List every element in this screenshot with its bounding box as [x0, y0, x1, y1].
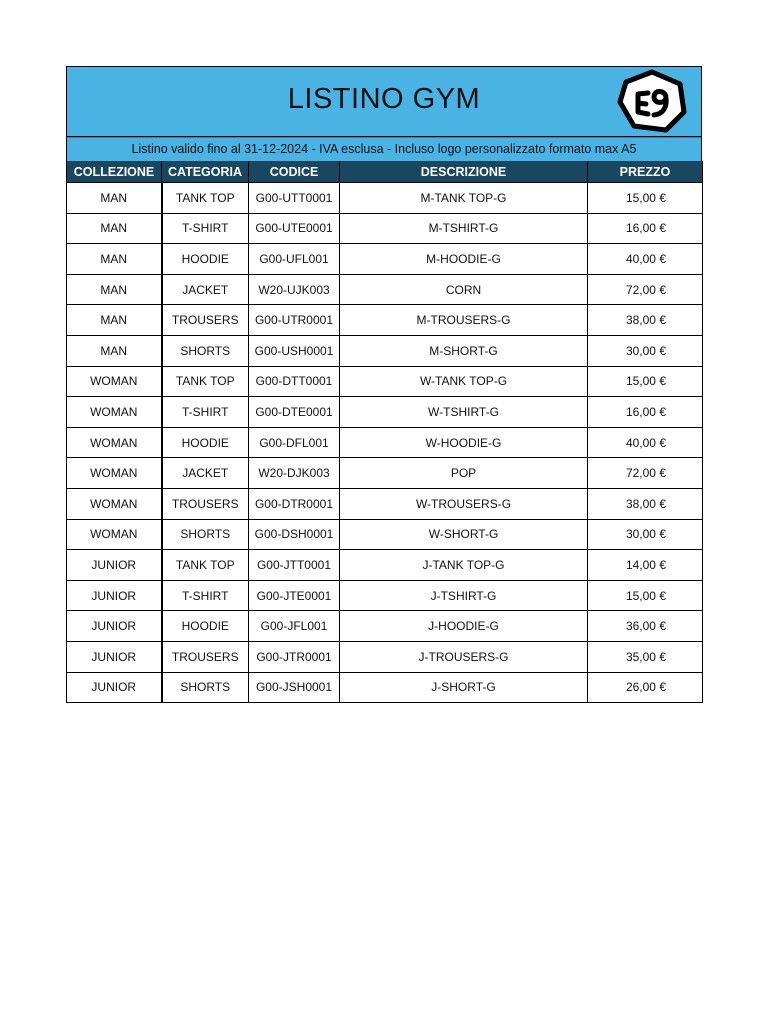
codice-cell: G00-JFL001 — [249, 611, 340, 642]
categoria-cell: HOODIE — [162, 427, 249, 458]
prezzo-cell: 30,00 € — [588, 335, 703, 366]
prezzo-cell: 16,00 € — [588, 213, 703, 244]
collezione-cell: JUNIOR — [67, 672, 162, 703]
categoria-cell: TROUSERS — [162, 641, 249, 672]
descrizione-cell: W-SHORT-G — [340, 519, 588, 550]
categoria-cell: TANK TOP — [162, 550, 249, 581]
table-row — [67, 335, 703, 366]
categoria-cell: T-SHIRT — [162, 397, 249, 428]
categoria-cell: TROUSERS — [162, 488, 249, 519]
descrizione-cell: POP — [340, 458, 588, 489]
codice-cell: G00-JSH0001 — [249, 672, 340, 703]
prezzo-cell: 35,00 € — [588, 641, 703, 672]
prezzo-cell: 40,00 € — [588, 244, 703, 275]
codice-cell: G00-DTT0001 — [249, 366, 340, 397]
codice-cell: W20-UJK003 — [249, 274, 340, 305]
codice-cell: W20-DJK003 — [249, 458, 340, 489]
collezione-cell: MAN — [67, 305, 162, 336]
prezzo-cell: 36,00 € — [588, 611, 703, 642]
column-header-collezione: COLLEZIONE — [67, 161, 162, 183]
collezione-cell: JUNIOR — [67, 550, 162, 581]
title-banner — [66, 66, 702, 137]
descrizione-cell: CORN — [340, 274, 588, 305]
prezzo-cell: 14,00 € — [588, 550, 703, 581]
categoria-cell: SHORTS — [162, 672, 249, 703]
collezione-cell: WOMAN — [67, 458, 162, 489]
descrizione-cell: W-HOODIE-G — [340, 427, 588, 458]
column-header-prezzo: PREZZO — [588, 161, 703, 183]
descrizione-cell: M-TANK TOP-G — [340, 183, 588, 214]
table-row — [67, 366, 703, 397]
categoria-cell: JACKET — [162, 274, 249, 305]
table-row — [67, 274, 703, 305]
table-row — [67, 641, 703, 672]
column-header-categoria: CATEGORIA — [162, 161, 249, 183]
column-header-codice: CODICE — [249, 161, 340, 183]
descrizione-cell: M-SHORT-G — [340, 335, 588, 366]
prezzo-cell: 15,00 € — [588, 183, 703, 214]
codice-cell: G00-JTR0001 — [249, 641, 340, 672]
table-row — [67, 213, 703, 244]
table-row — [67, 488, 703, 519]
table-row — [67, 305, 703, 336]
categoria-cell: SHORTS — [162, 519, 249, 550]
collezione-cell: JUNIOR — [67, 611, 162, 642]
prezzo-cell: 15,00 € — [588, 580, 703, 611]
codice-cell: G00-DFL001 — [249, 427, 340, 458]
codice-cell: G00-UTT0001 — [249, 183, 340, 214]
table-row — [67, 611, 703, 642]
descrizione-cell: W-TSHIRT-G — [340, 397, 588, 428]
codice-cell: G00-UTR0001 — [249, 305, 340, 336]
descrizione-cell: J-SHORT-G — [340, 672, 588, 703]
codice-cell: G00-DSH0001 — [249, 519, 340, 550]
collezione-cell: WOMAN — [67, 427, 162, 458]
collezione-cell: WOMAN — [67, 397, 162, 428]
categoria-cell: JACKET — [162, 458, 249, 489]
table-header-row — [67, 161, 703, 183]
codice-cell: G00-JTT0001 — [249, 550, 340, 581]
price-list-sheet — [66, 66, 702, 703]
prezzo-cell: 38,00 € — [588, 305, 703, 336]
descrizione-cell: W-TROUSERS-G — [340, 488, 588, 519]
prezzo-cell: 72,00 € — [588, 458, 703, 489]
categoria-cell: TANK TOP — [162, 183, 249, 214]
collezione-cell: MAN — [67, 213, 162, 244]
table-row — [67, 244, 703, 275]
prezzo-cell: 26,00 € — [588, 672, 703, 703]
collezione-cell: JUNIOR — [67, 580, 162, 611]
categoria-cell: T-SHIRT — [162, 213, 249, 244]
table-row — [67, 672, 703, 703]
descrizione-cell: M-TROUSERS-G — [340, 305, 588, 336]
collezione-cell: MAN — [67, 274, 162, 305]
page-title: LISTINO GYM — [287, 83, 481, 115]
collezione-cell: WOMAN — [67, 366, 162, 397]
codice-cell: G00-JTE0001 — [249, 580, 340, 611]
codice-cell: G00-DTE0001 — [249, 397, 340, 428]
descrizione-cell: W-TANK TOP-G — [340, 366, 588, 397]
codice-cell: G00-USH0001 — [249, 335, 340, 366]
prezzo-cell: 30,00 € — [588, 519, 703, 550]
brand-logo-icon — [614, 68, 692, 136]
table-row — [67, 580, 703, 611]
codice-cell: G00-UTE0001 — [249, 213, 340, 244]
table-row — [67, 397, 703, 428]
table-row — [67, 427, 703, 458]
collezione-cell: JUNIOR — [67, 641, 162, 672]
descrizione-cell: M-TSHIRT-G — [340, 213, 588, 244]
categoria-cell: T-SHIRT — [162, 580, 249, 611]
collezione-cell: WOMAN — [67, 519, 162, 550]
descrizione-cell: M-HOODIE-G — [340, 244, 588, 275]
categoria-cell: TANK TOP — [162, 366, 249, 397]
categoria-cell: TROUSERS — [162, 305, 249, 336]
prezzo-cell: 15,00 € — [588, 366, 703, 397]
collezione-cell: MAN — [67, 244, 162, 275]
descrizione-cell: J-HOODIE-G — [340, 611, 588, 642]
categoria-cell: HOODIE — [162, 611, 249, 642]
codice-cell: G00-UFL001 — [249, 244, 340, 275]
validity-note: Listino valido fino al 31-12-2024 - IVA esclusa - Incluso logo personalizzato formato max A5 — [66, 137, 702, 161]
prezzo-cell: 38,00 € — [588, 488, 703, 519]
descrizione-cell: J-TROUSERS-G — [340, 641, 588, 672]
prezzo-cell: 72,00 € — [588, 274, 703, 305]
column-header-descrizione: DESCRIZIONE — [340, 161, 588, 183]
table-row — [67, 550, 703, 581]
prezzo-cell: 16,00 € — [588, 397, 703, 428]
collezione-cell: MAN — [67, 183, 162, 214]
categoria-cell: SHORTS — [162, 335, 249, 366]
table-row — [67, 519, 703, 550]
categoria-cell: HOODIE — [162, 244, 249, 275]
codice-cell: G00-DTR0001 — [249, 488, 340, 519]
prezzo-cell: 40,00 € — [588, 427, 703, 458]
descrizione-cell: J-TANK TOP-G — [340, 550, 588, 581]
collezione-cell: WOMAN — [67, 488, 162, 519]
table-row — [67, 458, 703, 489]
descrizione-cell: J-TSHIRT-G — [340, 580, 588, 611]
table-row — [67, 183, 703, 214]
price-table — [66, 161, 703, 703]
collezione-cell: MAN — [67, 335, 162, 366]
